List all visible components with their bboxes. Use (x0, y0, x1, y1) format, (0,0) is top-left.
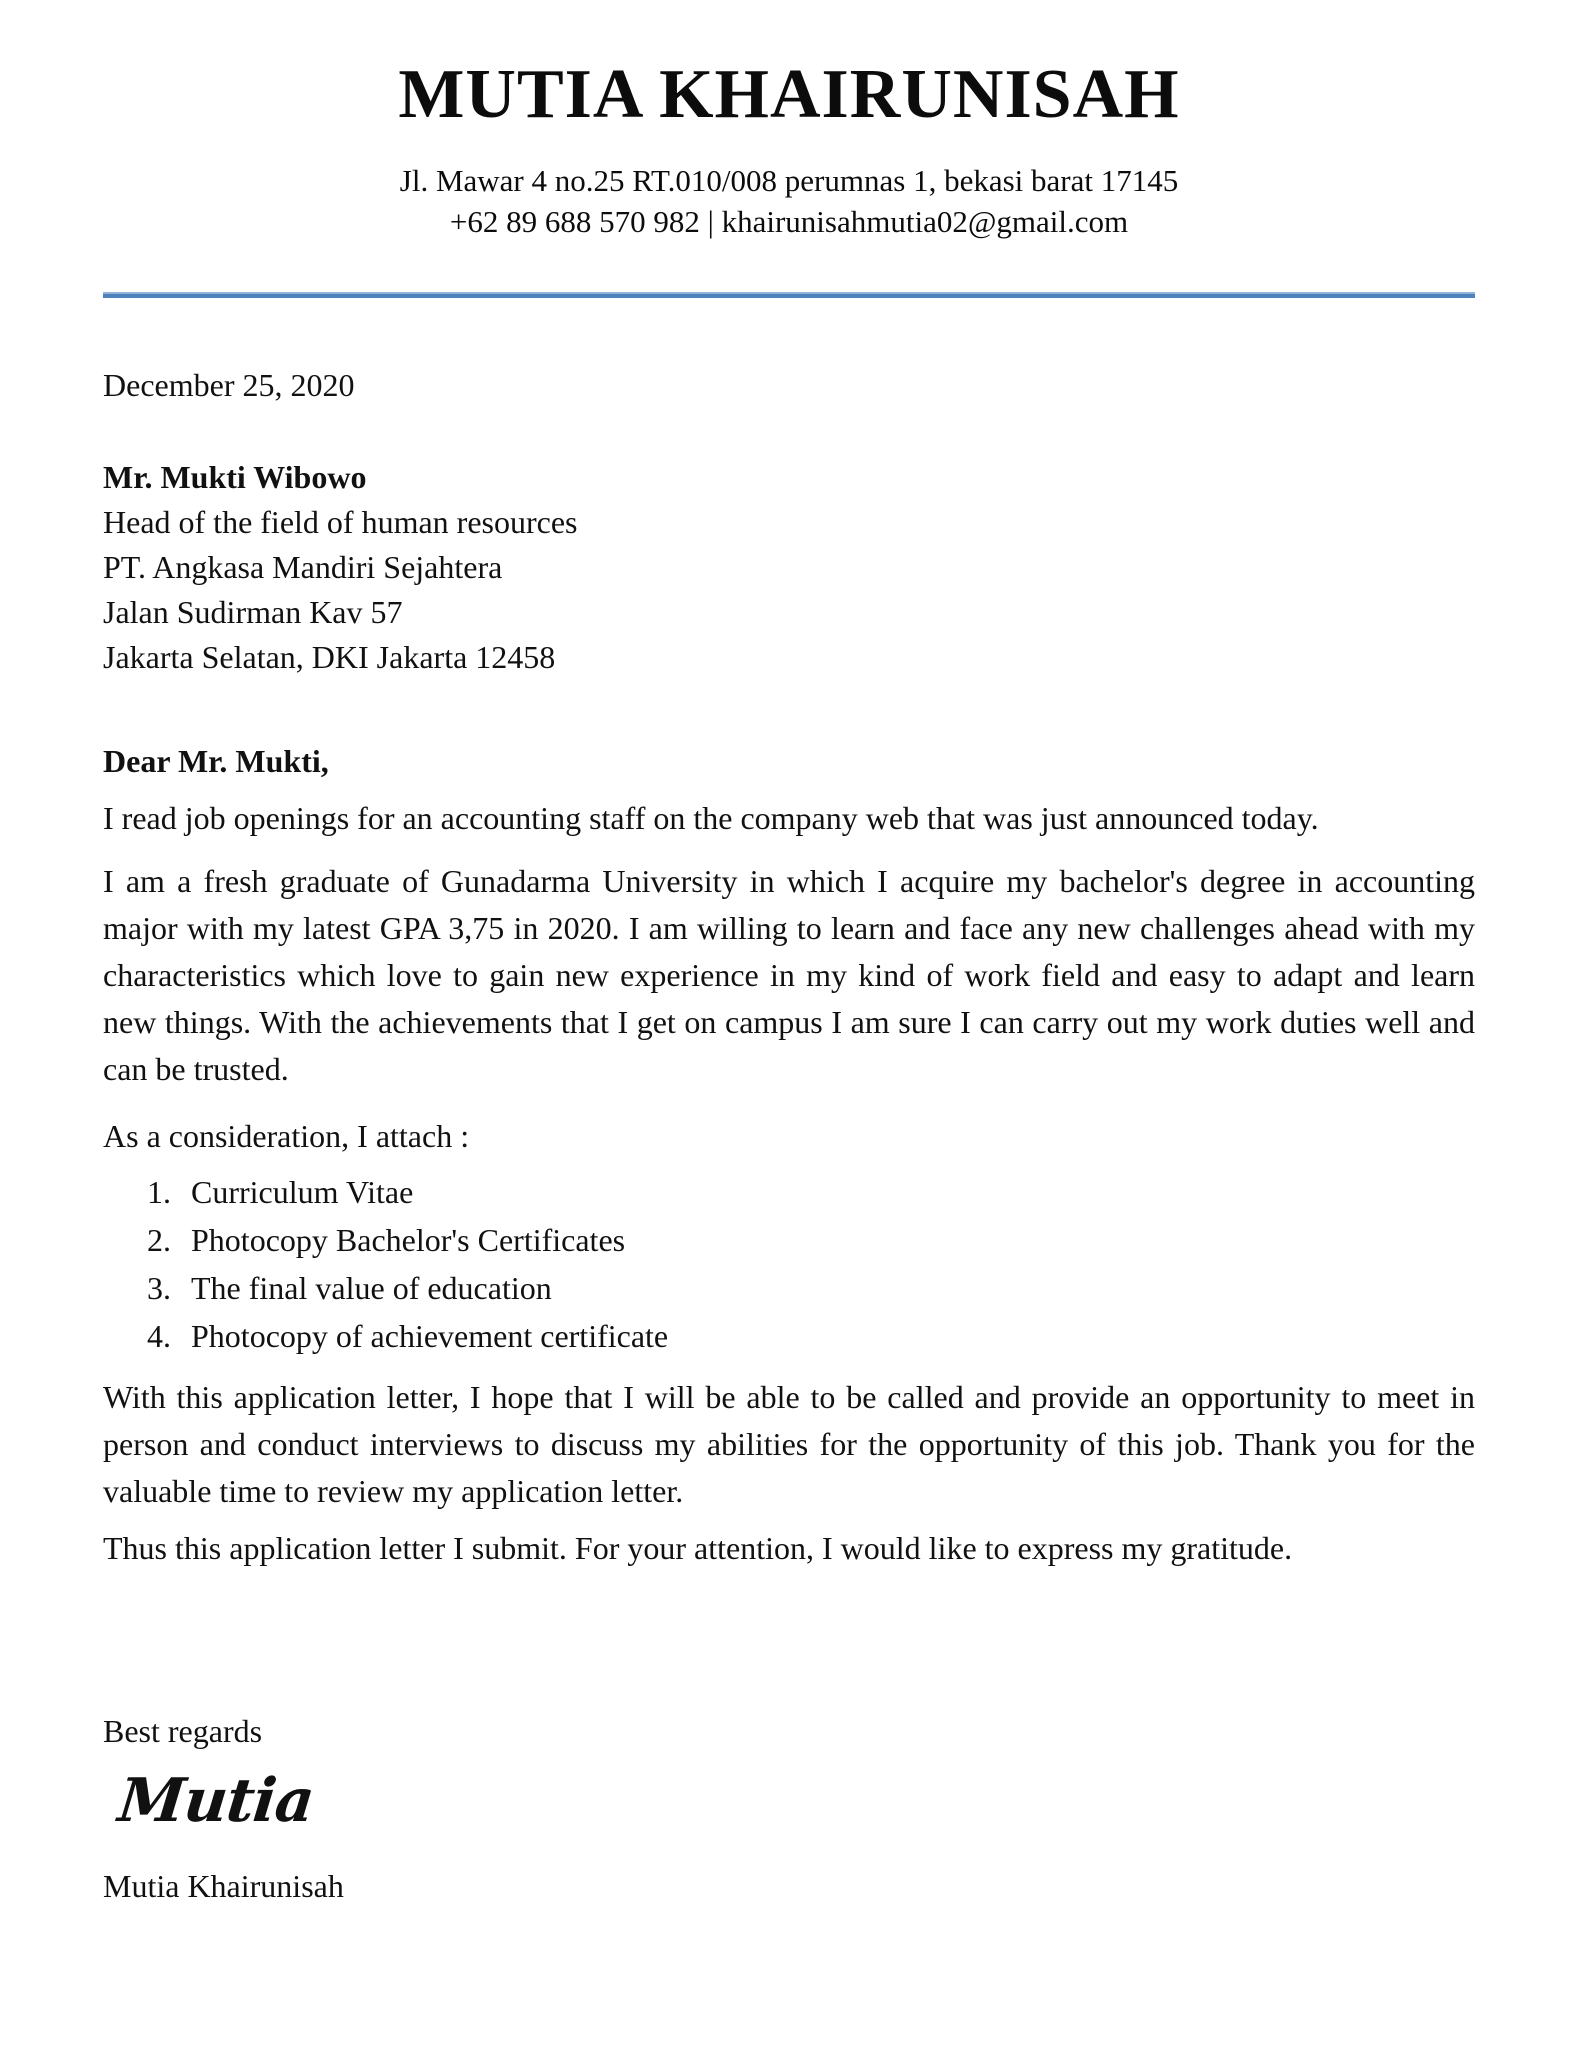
attachment-item-3: 3. The final value of education (179, 1264, 1475, 1312)
attachment-item-1: 1. Curriculum Vitae (179, 1168, 1475, 1216)
letterhead-contact: +62 89 688 570 982 | khairunisahmutia02@gmail.com (449, 204, 1129, 239)
recipient-title: Head of the field of human resources (103, 504, 578, 540)
recipient-city: Jakarta Selatan, DKI Jakarta 12458 (103, 639, 556, 675)
attachment-item-4: 4. Photocopy of achievement certificate (179, 1312, 1475, 1360)
attachment-item-2: 2. Photocopy Bachelor's Certificates (179, 1216, 1475, 1264)
recipient-block (103, 455, 1475, 680)
letterhead (103, 0, 1475, 298)
signoff: Best regards (103, 1713, 263, 1749)
letter-date: December 25, 2020 (103, 367, 355, 403)
signature-script: Mutia (115, 1766, 317, 1836)
letter-body (103, 362, 1475, 1910)
letterhead-address: Jl. Mawar 4 no.25 RT.010/008 perumnas 1, bekasi barat 17145 (399, 163, 1179, 198)
recipient-street: Jalan Sudirman Kav 57 (103, 594, 403, 630)
attachments-list (103, 1168, 1475, 1360)
letterhead-divider (103, 292, 1475, 298)
letter-content (103, 0, 1475, 1910)
closing-paragraph-gratitude: Thus this application letter I submit. For your attention, I would like to express my gratitude. (103, 1530, 1293, 1566)
paragraph-consideration: As a consideration, I attach : (103, 1118, 470, 1154)
letterhead-name: MUTIA KHAIRUNISAH (398, 56, 1180, 133)
paragraph-intro: I read job openings for an accounting staff on the company web that was just announced today. (103, 800, 1319, 836)
closing-paragraph-hope: With this application letter, I hope that I will be able to be called and provide an opportunity to meet in person and conduct interviews to discuss my abilities for the opportunity of this job. Thank you for the valuable time to review my application letter. (103, 1379, 1475, 1509)
recipient-name: Mr. Mukti Wibowo (103, 459, 367, 495)
recipient-company: PT. Angkasa Mandiri Sejahtera (103, 549, 503, 585)
signature-block (103, 1708, 1475, 1910)
salutation: Dear Mr. Mukti, (103, 743, 329, 779)
paragraph-qualifications: I am a fresh graduate of Gunadarma University in which I acquire my bachelor's degree in accounting major with my latest GPA 3,75 in 2020. I am willing to learn and face any new challenges ahead with my characteristics which love to gain new experience in my kind of work field and easy to adapt and learn new things. With the achievements that I get on campus I am sure I can carry out my work duties well and can be trusted. (103, 863, 1475, 1087)
signature-name: Mutia Khairunisah (103, 1868, 344, 1904)
